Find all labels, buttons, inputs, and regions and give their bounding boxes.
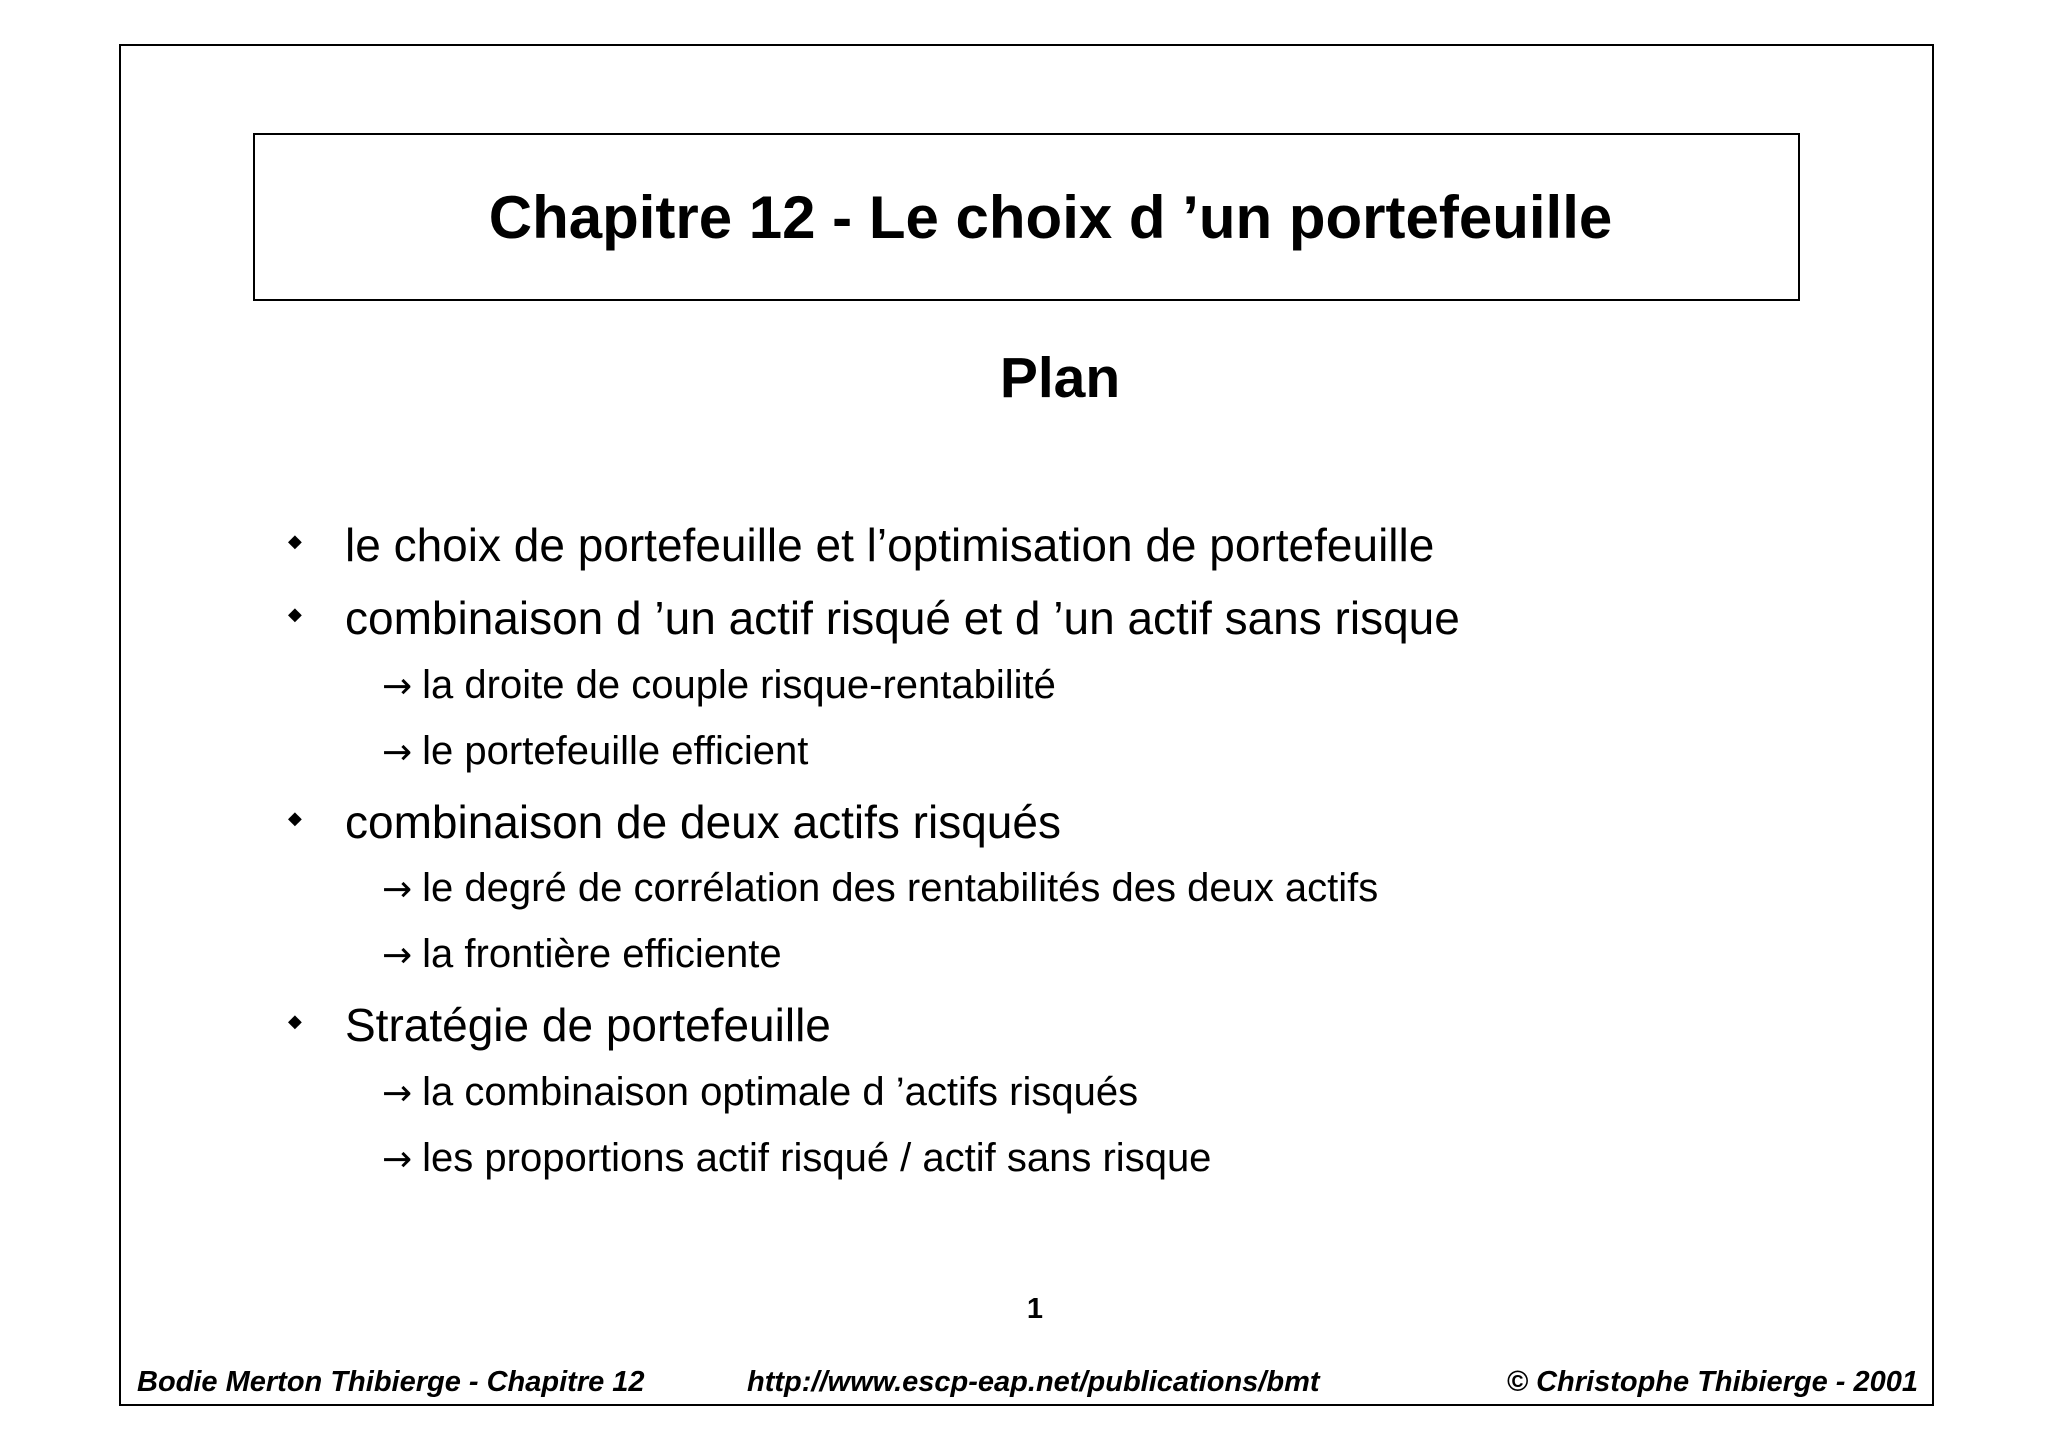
arrow-right-icon: → <box>382 1139 413 1180</box>
outline-subitem <box>382 1136 1211 1181</box>
outline-subitem-text: la combinaison optimale d ’actifs risqués <box>422 1070 1139 1114</box>
diamond-bullet-icon: ◆ <box>288 808 302 828</box>
outline-subitem-text: la droite de couple risque-rentabilité <box>422 663 1056 707</box>
outline-item <box>288 998 831 1052</box>
outline-item-text: combinaison de deux actifs risqués <box>345 796 1061 848</box>
outline-subitem-text: la frontière efficiente <box>422 932 782 976</box>
outline-subitem <box>382 1070 1138 1115</box>
outline-subitem <box>382 663 1056 708</box>
outline-item <box>288 795 1061 849</box>
outline-subitem <box>382 729 808 774</box>
outline-subitem <box>382 932 782 977</box>
diamond-bullet-icon: ◆ <box>288 1011 302 1031</box>
outline-subitem-text: les proportions actif risqué / actif sans risque <box>422 1136 1212 1180</box>
outline-item-text: Stratégie de portefeuille <box>345 999 831 1051</box>
arrow-right-icon: → <box>382 935 413 976</box>
arrow-right-icon: → <box>382 732 413 773</box>
page-number: 1 <box>1026 1293 1044 1325</box>
slide-title: Chapitre 12 - Le choix d ’un portefeuille <box>488 183 1613 251</box>
outline-item <box>288 591 1460 645</box>
outline-item <box>288 518 1435 572</box>
outline-item-text: combinaison d ’un actif risqué et d ’un actif sans risque <box>345 592 1460 644</box>
outline-item-text: le choix de portefeuille et l’optimisation de portefeuille <box>345 519 1435 571</box>
title-box <box>253 133 1800 301</box>
outline-subitem-text: le portefeuille efficient <box>422 729 809 773</box>
footer-center: http://www.escp-eap.net/publications/bmt <box>747 1366 1320 1398</box>
footer-left: Bodie Merton Thibierge - Chapitre 12 <box>137 1366 645 1398</box>
arrow-right-icon: → <box>382 1073 413 1114</box>
arrow-right-icon: → <box>382 666 413 707</box>
diamond-bullet-icon: ◆ <box>288 604 302 624</box>
footer-right: © Christophe Thibierge - 2001 <box>1506 1366 1918 1398</box>
slide-subtitle: Plan <box>999 346 1121 410</box>
diamond-bullet-icon: ◆ <box>288 531 302 551</box>
outline-subitem-text: le degré de corrélation des rentabilités des deux actifs <box>422 866 1379 910</box>
arrow-right-icon: → <box>382 869 413 910</box>
outline-subitem <box>382 866 1378 911</box>
